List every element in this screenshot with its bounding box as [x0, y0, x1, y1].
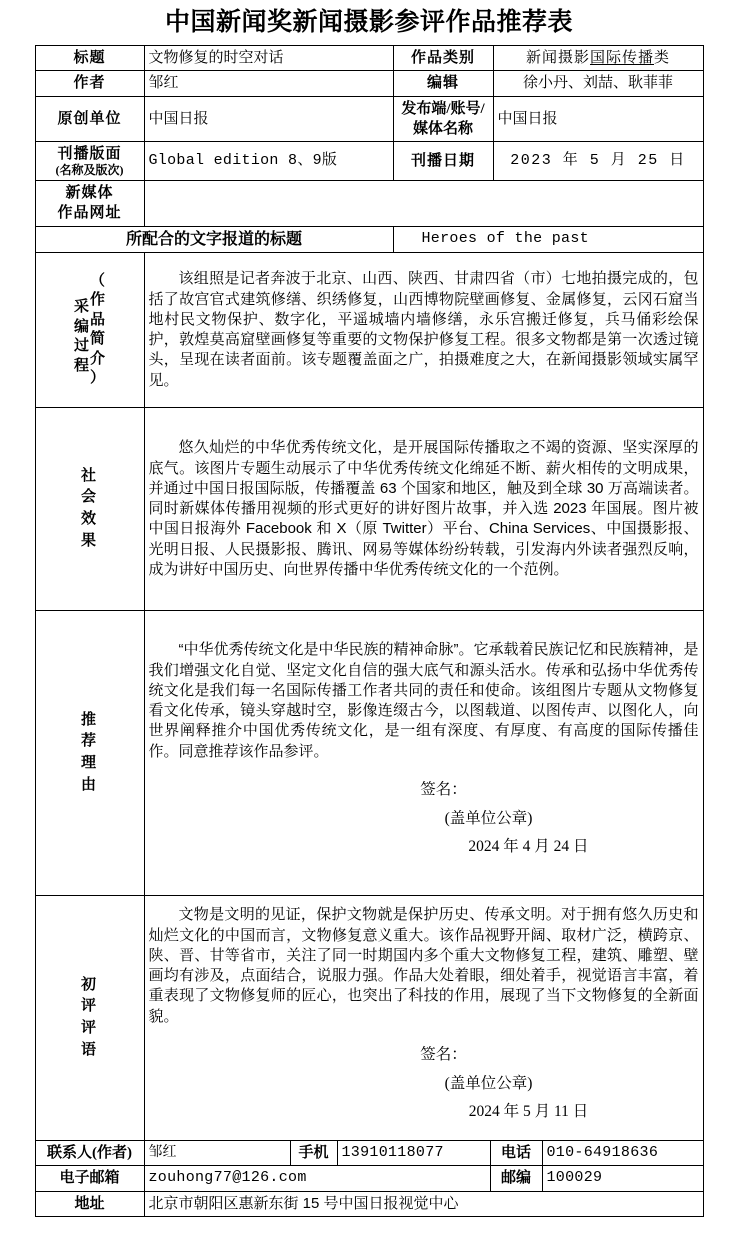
recommendation-form-table	[35, 45, 704, 1141]
value-publisher[interactable]: 中国日报	[493, 96, 703, 142]
label-process	[35, 253, 144, 408]
value-recommend-reason[interactable]	[144, 611, 703, 896]
process-label-right	[90, 255, 105, 405]
value-email[interactable]: zouhong77@126.com	[144, 1166, 490, 1191]
value-title[interactable]: 文物修复的时空对话	[144, 46, 393, 71]
value-contact-person[interactable]: 邹红	[144, 1141, 290, 1166]
social-effect-label-stack	[40, 410, 140, 608]
label-email: 电子邮箱	[35, 1166, 144, 1191]
process-char: 介	[90, 350, 106, 367]
value-category[interactable]	[493, 46, 703, 71]
social-effect-char: 会	[80, 489, 98, 506]
process-label-left	[74, 248, 89, 412]
label-category: 作品类别	[393, 46, 493, 71]
value-newmedia[interactable]	[144, 181, 703, 227]
preliminary-char: 评	[80, 998, 98, 1015]
table-row-edition	[35, 142, 703, 181]
value-editor[interactable]: 徐小丹、刘喆、耿菲菲	[493, 71, 703, 96]
social-effect-text: 悠久灿烂的中华优秀传统文化，是开展国际传播取之不竭的资源、坚实深厚的底气。该图片专题生动展示了中华优秀传统文化绵延不断、薪火相传的文明成果，并通过中国日报国际版，传播覆盖 63 个国家和地区，触及到全球 30 万高端读者。同时新媒体传播用视频的形式更好的讲好图片故事，并入选 2023 年国展。图片被中国日报海外 Facebook 和 X（原 Twitter）平台、China Services、中国摄影报、光明日报、人民摄影报、腾讯、网易等媒体纷纷转载，引发海内外读者强烈反响，成为讲好中国历史、向世界传播中华优秀传统文化的一个范例。	[148, 439, 699, 578]
table-row-companion	[35, 226, 703, 253]
value-process[interactable]	[144, 253, 703, 408]
process-char: （	[90, 272, 106, 289]
process-char: 作	[90, 292, 106, 309]
social-effect-char: 效	[80, 511, 98, 528]
value-preliminary-review[interactable]	[144, 896, 703, 1141]
label-social-effect	[35, 408, 144, 611]
contact-info-table	[35, 1140, 704, 1217]
preliminary-char: 初	[80, 976, 98, 993]
value-pub-date[interactable]: 2023 年 5 月 25 日	[493, 142, 703, 181]
process-char: 简	[90, 331, 106, 348]
recommend-char: 推	[80, 711, 98, 728]
recommend-signature-label: 签名：	[420, 780, 467, 798]
value-author[interactable]: 邹红	[144, 71, 393, 96]
publisher-label-line1: 发布端/账号/	[401, 100, 485, 117]
value-origin-unit[interactable]: 中国日报	[144, 96, 393, 142]
value-companion[interactable]: Heroes of the past	[393, 226, 703, 253]
label-edition	[35, 142, 144, 181]
newmedia-label-line2: 作品网址	[57, 205, 122, 222]
table-row-title	[35, 46, 703, 71]
table-row-contact-person	[35, 1141, 703, 1166]
process-char: 编	[73, 318, 89, 335]
process-char: ）	[90, 370, 106, 387]
process-label-stack	[40, 255, 140, 405]
edition-label-main: 刊播版面	[57, 146, 122, 162]
process-text: 该组照是记者奔波于北京、山西、陕西、甘肃四省（市）七地拍摄完成的，包括了故宫官式建筑修缮、织绣修复，山西博物院壁画修复、金属修复，云冈石窟当地村民文物保护、数字化，平遥城墙内墙修缮，永乐宫搬迁修复，兵马俑彩绘保护，敦煌莫高窟壁画修复等重要的文物保护修复工程。很多文物都是第一次透过镜头，呈现在读者面前。该专题覆盖面之广，拍摄难度之大，在新闻摄影领域实属罕见。	[148, 270, 699, 389]
table-row-preliminary-review	[35, 896, 703, 1141]
newmedia-label-line1: 新媒体	[65, 185, 114, 202]
value-address[interactable]: 北京市朝阳区惠新东街 15 号中国日报视觉中心	[144, 1191, 703, 1216]
social-effect-char: 果	[80, 532, 98, 549]
edition-label-sub: (名称及版次)	[55, 163, 124, 178]
label-recommend-reason	[35, 611, 144, 896]
label-title: 标题	[35, 46, 144, 71]
label-pub-date: 刊播日期	[393, 142, 493, 181]
label-newmedia	[35, 181, 144, 227]
category-underlined: 国际传播	[589, 50, 654, 66]
recommend-text: “中华优秀传统文化是中华民族的精神命脉”。它承载着民族记忆和民族精神，是我们增强文化自觉、坚定文化自信的强大底气和源头活水。传承和弘扬中华优秀传统文化是我们每一名国际传播工作者共同的责任和使命。该组图片专题从文物修复看文化传承，镜头穿越时空，影像连缀古今，以图载道、以图传声、以图化人，向世界阐释推介中国优秀传统文化，是一组有深度、有厚度、有高度的国际传播佳作。同意推荐该作品参评。	[148, 641, 699, 760]
value-phone[interactable]: 010-64918636	[542, 1141, 703, 1166]
table-row-process	[35, 253, 703, 408]
recommend-label-stack	[40, 613, 140, 893]
label-mobile: 手机	[290, 1141, 337, 1166]
table-row-recommend-reason	[35, 611, 703, 896]
preliminary-signature-block	[149, 1027, 699, 1131]
preliminary-date: 2024 年 5 月 11 日	[468, 1103, 589, 1121]
label-author: 作者	[35, 71, 144, 96]
process-char: 品	[90, 311, 106, 328]
preliminary-signature-label: 签名：	[420, 1045, 467, 1063]
label-origin-unit: 原创单位	[35, 96, 144, 142]
category-prefix: 新闻摄影	[525, 50, 590, 66]
label-contact-person: 联系人(作者)	[35, 1141, 144, 1166]
value-edition[interactable]: Global edition 8、9版	[144, 142, 393, 181]
process-char: 过	[73, 338, 89, 355]
value-postcode[interactable]: 100029	[542, 1166, 703, 1191]
category-suffix: 类	[654, 50, 671, 66]
table-row-newmedia	[35, 181, 703, 227]
value-mobile[interactable]: 13910118077	[337, 1141, 490, 1166]
table-row-email	[35, 1166, 703, 1191]
page-title: 中国新闻奖新闻摄影参评作品推荐表	[164, 9, 573, 36]
social-effect-char: 社	[80, 467, 98, 484]
table-row-origin-unit	[35, 96, 703, 142]
preliminary-char: 评	[80, 1020, 98, 1037]
table-row-social-effect	[35, 408, 703, 611]
preliminary-label-stack	[40, 898, 140, 1138]
recommend-char: 荐	[80, 733, 98, 750]
process-char: 程	[73, 357, 89, 374]
table-row-author	[35, 71, 703, 96]
label-phone: 电话	[490, 1141, 542, 1166]
recommend-char: 由	[80, 776, 98, 793]
preliminary-text: 文物是文明的见证，保护文物就是保护历史、传承文明。对于拥有悠久历史和灿烂文化的中国而言，文物修复意义重大。该作品视野开阔、取材广泛，横跨京、陕、晋、甘等省市，关注了同一时期国内多个重大文物修复工程，建筑、雕塑、壁画均有涉及，点面结合，说服力强。作品大处着眼，细处着手，视觉语言丰富，着重表现了文物修复师的匠心，也突出了科技的作用，展现了当下文物修复的全新面貌。	[148, 906, 699, 1025]
publisher-label-line2: 媒体名称	[412, 120, 473, 137]
recommend-signature-block	[149, 762, 699, 866]
label-preliminary-review	[35, 896, 144, 1141]
preliminary-char: 语	[80, 1041, 98, 1058]
label-editor: 编辑	[393, 71, 493, 96]
label-postcode: 邮编	[490, 1166, 542, 1191]
label-address: 地址	[35, 1191, 144, 1216]
table-row-address	[35, 1191, 703, 1216]
label-publisher	[393, 96, 493, 142]
recommend-seal-label: (盖单位公章)	[444, 809, 533, 827]
recommend-date: 2024 年 4 月 24 日	[468, 838, 589, 856]
recommend-char: 理	[80, 755, 98, 772]
process-char: 采	[73, 299, 89, 316]
preliminary-seal-label: (盖单位公章)	[444, 1074, 533, 1092]
value-social-effect[interactable]	[144, 408, 703, 611]
label-companion: 所配合的文字报道的标题	[35, 226, 393, 253]
